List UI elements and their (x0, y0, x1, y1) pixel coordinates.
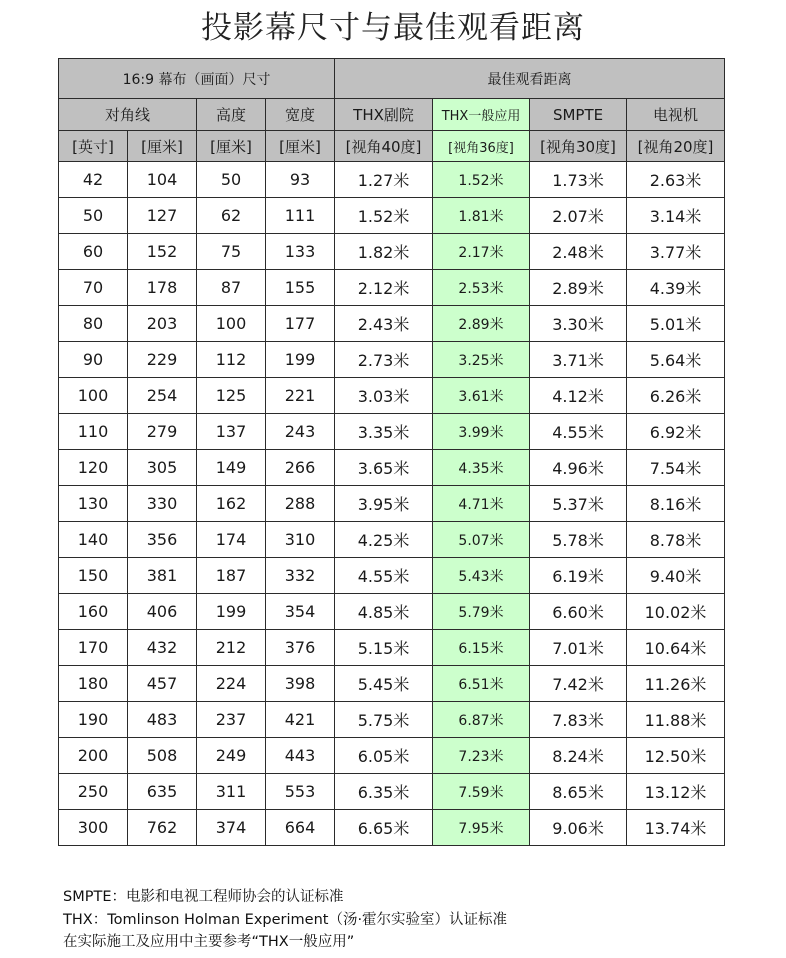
cell-diagonal-cm: 104 (128, 162, 197, 198)
cell-smpte: 7.01米 (530, 630, 627, 666)
cell-thx-theater: 3.35米 (335, 414, 433, 450)
cell-tv: 9.40米 (627, 558, 725, 594)
cell-diagonal-inch: 250 (59, 774, 128, 810)
table-row (59, 162, 725, 198)
cell-width-cm: 266 (266, 450, 335, 486)
header-diagonal: 对角线 (59, 99, 197, 131)
cell-thx-general: 5.79米 (433, 594, 530, 630)
cell-diagonal-cm: 483 (128, 702, 197, 738)
note-thx: THX：Tomlinson Holman Experiment（汤·霍尔实验室）认证标准 (63, 911, 508, 928)
cell-thx-general: 4.35米 (433, 450, 530, 486)
unit-cm-height: [厘米] (197, 131, 266, 162)
cell-thx-theater: 2.73米 (335, 342, 433, 378)
cell-thx-theater: 4.25米 (335, 522, 433, 558)
cell-width-cm: 553 (266, 774, 335, 810)
cell-smpte: 1.73米 (530, 162, 627, 198)
table-row (59, 774, 725, 810)
table-row (59, 558, 725, 594)
cell-diagonal-inch: 120 (59, 450, 128, 486)
header-row-units (59, 131, 725, 162)
cell-diagonal-cm: 635 (128, 774, 197, 810)
cell-thx-general: 3.25米 (433, 342, 530, 378)
cell-diagonal-inch: 200 (59, 738, 128, 774)
cell-tv: 13.12米 (627, 774, 725, 810)
cell-diagonal-inch: 170 (59, 630, 128, 666)
cell-diagonal-cm: 152 (128, 234, 197, 270)
table-row (59, 594, 725, 630)
note-smpte: SMPTE：电影和电视工程师协会的认证标准 (63, 889, 344, 905)
cell-height-cm: 187 (197, 558, 266, 594)
cell-thx-general: 1.81米 (433, 198, 530, 234)
header-thx-general: THX一般应用 (433, 99, 530, 131)
cell-thx-theater: 3.95米 (335, 486, 433, 522)
cell-thx-theater: 4.85米 (335, 594, 433, 630)
cell-smpte: 7.42米 (530, 666, 627, 702)
table-row (59, 738, 725, 774)
cell-smpte: 2.07米 (530, 198, 627, 234)
table-row (59, 234, 725, 270)
cell-smpte: 8.65米 (530, 774, 627, 810)
cell-height-cm: 149 (197, 450, 266, 486)
page-title: 投影幕尺寸与最佳观看距离 (201, 10, 585, 46)
cell-thx-general: 7.59米 (433, 774, 530, 810)
header-row-group (59, 59, 725, 99)
header-thx-theater: THX剧院 (335, 99, 433, 131)
table-row (59, 450, 725, 486)
cell-width-cm: 93 (266, 162, 335, 198)
cell-diagonal-cm: 762 (128, 810, 197, 846)
cell-smpte: 6.19米 (530, 558, 627, 594)
cell-tv: 6.92米 (627, 414, 725, 450)
cell-height-cm: 62 (197, 198, 266, 234)
cell-tv: 13.74米 (627, 810, 725, 846)
header-screen-size: 16:9 幕布（画面）尺寸 (59, 59, 335, 99)
cell-diagonal-inch: 50 (59, 198, 128, 234)
cell-thx-general: 2.89米 (433, 306, 530, 342)
cell-height-cm: 249 (197, 738, 266, 774)
table-row (59, 702, 725, 738)
cell-tv: 3.77米 (627, 234, 725, 270)
unit-angle-36: [视角36度] (433, 131, 530, 162)
header-tv: 电视机 (627, 99, 725, 131)
cell-thx-general: 2.17米 (433, 234, 530, 270)
footnotes (63, 886, 507, 954)
unit-angle-30: [视角30度] (530, 131, 627, 162)
cell-width-cm: 177 (266, 306, 335, 342)
cell-thx-general: 5.07米 (433, 522, 530, 558)
cell-tv: 11.88米 (627, 702, 725, 738)
cell-diagonal-cm: 432 (128, 630, 197, 666)
cell-width-cm: 155 (266, 270, 335, 306)
cell-diagonal-inch: 110 (59, 414, 128, 450)
cell-width-cm: 443 (266, 738, 335, 774)
cell-tv: 10.64米 (627, 630, 725, 666)
table-row (59, 306, 725, 342)
cell-height-cm: 224 (197, 666, 266, 702)
cell-tv: 6.26米 (627, 378, 725, 414)
cell-smpte: 9.06米 (530, 810, 627, 846)
cell-diagonal-cm: 330 (128, 486, 197, 522)
cell-height-cm: 87 (197, 270, 266, 306)
cell-width-cm: 354 (266, 594, 335, 630)
table-row (59, 378, 725, 414)
cell-diagonal-inch: 42 (59, 162, 128, 198)
unit-angle-40: [视角40度] (335, 131, 433, 162)
cell-thx-general: 3.61米 (433, 378, 530, 414)
cell-width-cm: 199 (266, 342, 335, 378)
cell-height-cm: 112 (197, 342, 266, 378)
cell-width-cm: 376 (266, 630, 335, 666)
cell-diagonal-cm: 279 (128, 414, 197, 450)
cell-width-cm: 111 (266, 198, 335, 234)
cell-thx-general: 2.53米 (433, 270, 530, 306)
cell-thx-theater: 4.55米 (335, 558, 433, 594)
cell-tv: 7.54米 (627, 450, 725, 486)
cell-thx-theater: 3.65米 (335, 450, 433, 486)
cell-diagonal-inch: 130 (59, 486, 128, 522)
cell-tv: 11.26米 (627, 666, 725, 702)
table-row (59, 270, 725, 306)
unit-cm-width: [厘米] (266, 131, 335, 162)
cell-thx-theater: 1.82米 (335, 234, 433, 270)
cell-diagonal-cm: 356 (128, 522, 197, 558)
cell-thx-theater: 6.05米 (335, 738, 433, 774)
cell-smpte: 3.30米 (530, 306, 627, 342)
cell-tv: 3.14米 (627, 198, 725, 234)
cell-smpte: 8.24米 (530, 738, 627, 774)
cell-smpte: 7.83米 (530, 702, 627, 738)
cell-thx-theater: 3.03米 (335, 378, 433, 414)
cell-diagonal-cm: 178 (128, 270, 197, 306)
cell-height-cm: 125 (197, 378, 266, 414)
cell-height-cm: 100 (197, 306, 266, 342)
cell-thx-general: 4.71米 (433, 486, 530, 522)
header-viewing-distance: 最佳观看距离 (335, 59, 725, 99)
cell-diagonal-cm: 457 (128, 666, 197, 702)
table-row (59, 198, 725, 234)
cell-tv: 4.39米 (627, 270, 725, 306)
cell-thx-general: 3.99米 (433, 414, 530, 450)
cell-width-cm: 133 (266, 234, 335, 270)
cell-diagonal-cm: 305 (128, 450, 197, 486)
cell-thx-general: 7.23米 (433, 738, 530, 774)
cell-diagonal-cm: 203 (128, 306, 197, 342)
cell-width-cm: 332 (266, 558, 335, 594)
cell-thx-general: 1.52米 (433, 162, 530, 198)
cell-diagonal-cm: 381 (128, 558, 197, 594)
table-row (59, 342, 725, 378)
cell-tv: 5.01米 (627, 306, 725, 342)
table-row (59, 522, 725, 558)
cell-diagonal-inch: 160 (59, 594, 128, 630)
note-reference: 在实际施工及应用中主要参考“THX一般应用” (63, 934, 355, 950)
cell-height-cm: 374 (197, 810, 266, 846)
cell-tv: 5.64米 (627, 342, 725, 378)
cell-tv: 12.50米 (627, 738, 725, 774)
cell-smpte: 2.48米 (530, 234, 627, 270)
cell-width-cm: 243 (266, 414, 335, 450)
table-row (59, 666, 725, 702)
cell-diagonal-inch: 150 (59, 558, 128, 594)
cell-thx-general: 7.95米 (433, 810, 530, 846)
table-row (59, 810, 725, 846)
cell-thx-theater: 1.52米 (335, 198, 433, 234)
cell-height-cm: 162 (197, 486, 266, 522)
cell-height-cm: 199 (197, 594, 266, 630)
table-row (59, 630, 725, 666)
cell-tv: 8.78米 (627, 522, 725, 558)
unit-cm-diagonal: [厘米] (128, 131, 197, 162)
cell-smpte: 3.71米 (530, 342, 627, 378)
cell-smpte: 5.37米 (530, 486, 627, 522)
cell-diagonal-inch: 140 (59, 522, 128, 558)
cell-thx-theater: 2.43米 (335, 306, 433, 342)
cell-diagonal-cm: 127 (128, 198, 197, 234)
cell-thx-general: 6.15米 (433, 630, 530, 666)
cell-height-cm: 237 (197, 702, 266, 738)
cell-thx-theater: 2.12米 (335, 270, 433, 306)
header-smpte: SMPTE (530, 99, 627, 131)
cell-diagonal-cm: 508 (128, 738, 197, 774)
cell-height-cm: 212 (197, 630, 266, 666)
cell-tv: 10.02米 (627, 594, 725, 630)
cell-thx-theater: 1.27米 (335, 162, 433, 198)
cell-thx-theater: 6.65米 (335, 810, 433, 846)
header-width: 宽度 (266, 99, 335, 131)
cell-diagonal-cm: 254 (128, 378, 197, 414)
table-row (59, 486, 725, 522)
table-row (59, 414, 725, 450)
cell-diagonal-inch: 300 (59, 810, 128, 846)
unit-inch: [英寸] (59, 131, 128, 162)
cell-thx-theater: 5.15米 (335, 630, 433, 666)
cell-diagonal-cm: 229 (128, 342, 197, 378)
cell-smpte: 4.12米 (530, 378, 627, 414)
cell-diagonal-inch: 60 (59, 234, 128, 270)
cell-height-cm: 137 (197, 414, 266, 450)
cell-smpte: 6.60米 (530, 594, 627, 630)
cell-thx-theater: 5.45米 (335, 666, 433, 702)
cell-width-cm: 221 (266, 378, 335, 414)
cell-smpte: 4.55米 (530, 414, 627, 450)
header-height: 高度 (197, 99, 266, 131)
cell-diagonal-inch: 70 (59, 270, 128, 306)
unit-angle-20: [视角20度] (627, 131, 725, 162)
cell-tv: 8.16米 (627, 486, 725, 522)
cell-smpte: 5.78米 (530, 522, 627, 558)
cell-width-cm: 398 (266, 666, 335, 702)
cell-smpte: 2.89米 (530, 270, 627, 306)
cell-diagonal-cm: 406 (128, 594, 197, 630)
cell-height-cm: 311 (197, 774, 266, 810)
cell-width-cm: 421 (266, 702, 335, 738)
cell-diagonal-inch: 100 (59, 378, 128, 414)
cell-width-cm: 664 (266, 810, 335, 846)
cell-thx-general: 5.43米 (433, 558, 530, 594)
cell-diagonal-inch: 90 (59, 342, 128, 378)
cell-tv: 2.63米 (627, 162, 725, 198)
screen-distance-table (58, 58, 725, 846)
cell-width-cm: 310 (266, 522, 335, 558)
cell-height-cm: 75 (197, 234, 266, 270)
cell-thx-theater: 5.75米 (335, 702, 433, 738)
cell-diagonal-inch: 190 (59, 702, 128, 738)
cell-thx-theater: 6.35米 (335, 774, 433, 810)
cell-height-cm: 50 (197, 162, 266, 198)
cell-smpte: 4.96米 (530, 450, 627, 486)
cell-thx-general: 6.51米 (433, 666, 530, 702)
cell-diagonal-inch: 180 (59, 666, 128, 702)
header-row-columns (59, 99, 725, 131)
cell-diagonal-inch: 80 (59, 306, 128, 342)
cell-height-cm: 174 (197, 522, 266, 558)
cell-thx-general: 6.87米 (433, 702, 530, 738)
cell-width-cm: 288 (266, 486, 335, 522)
